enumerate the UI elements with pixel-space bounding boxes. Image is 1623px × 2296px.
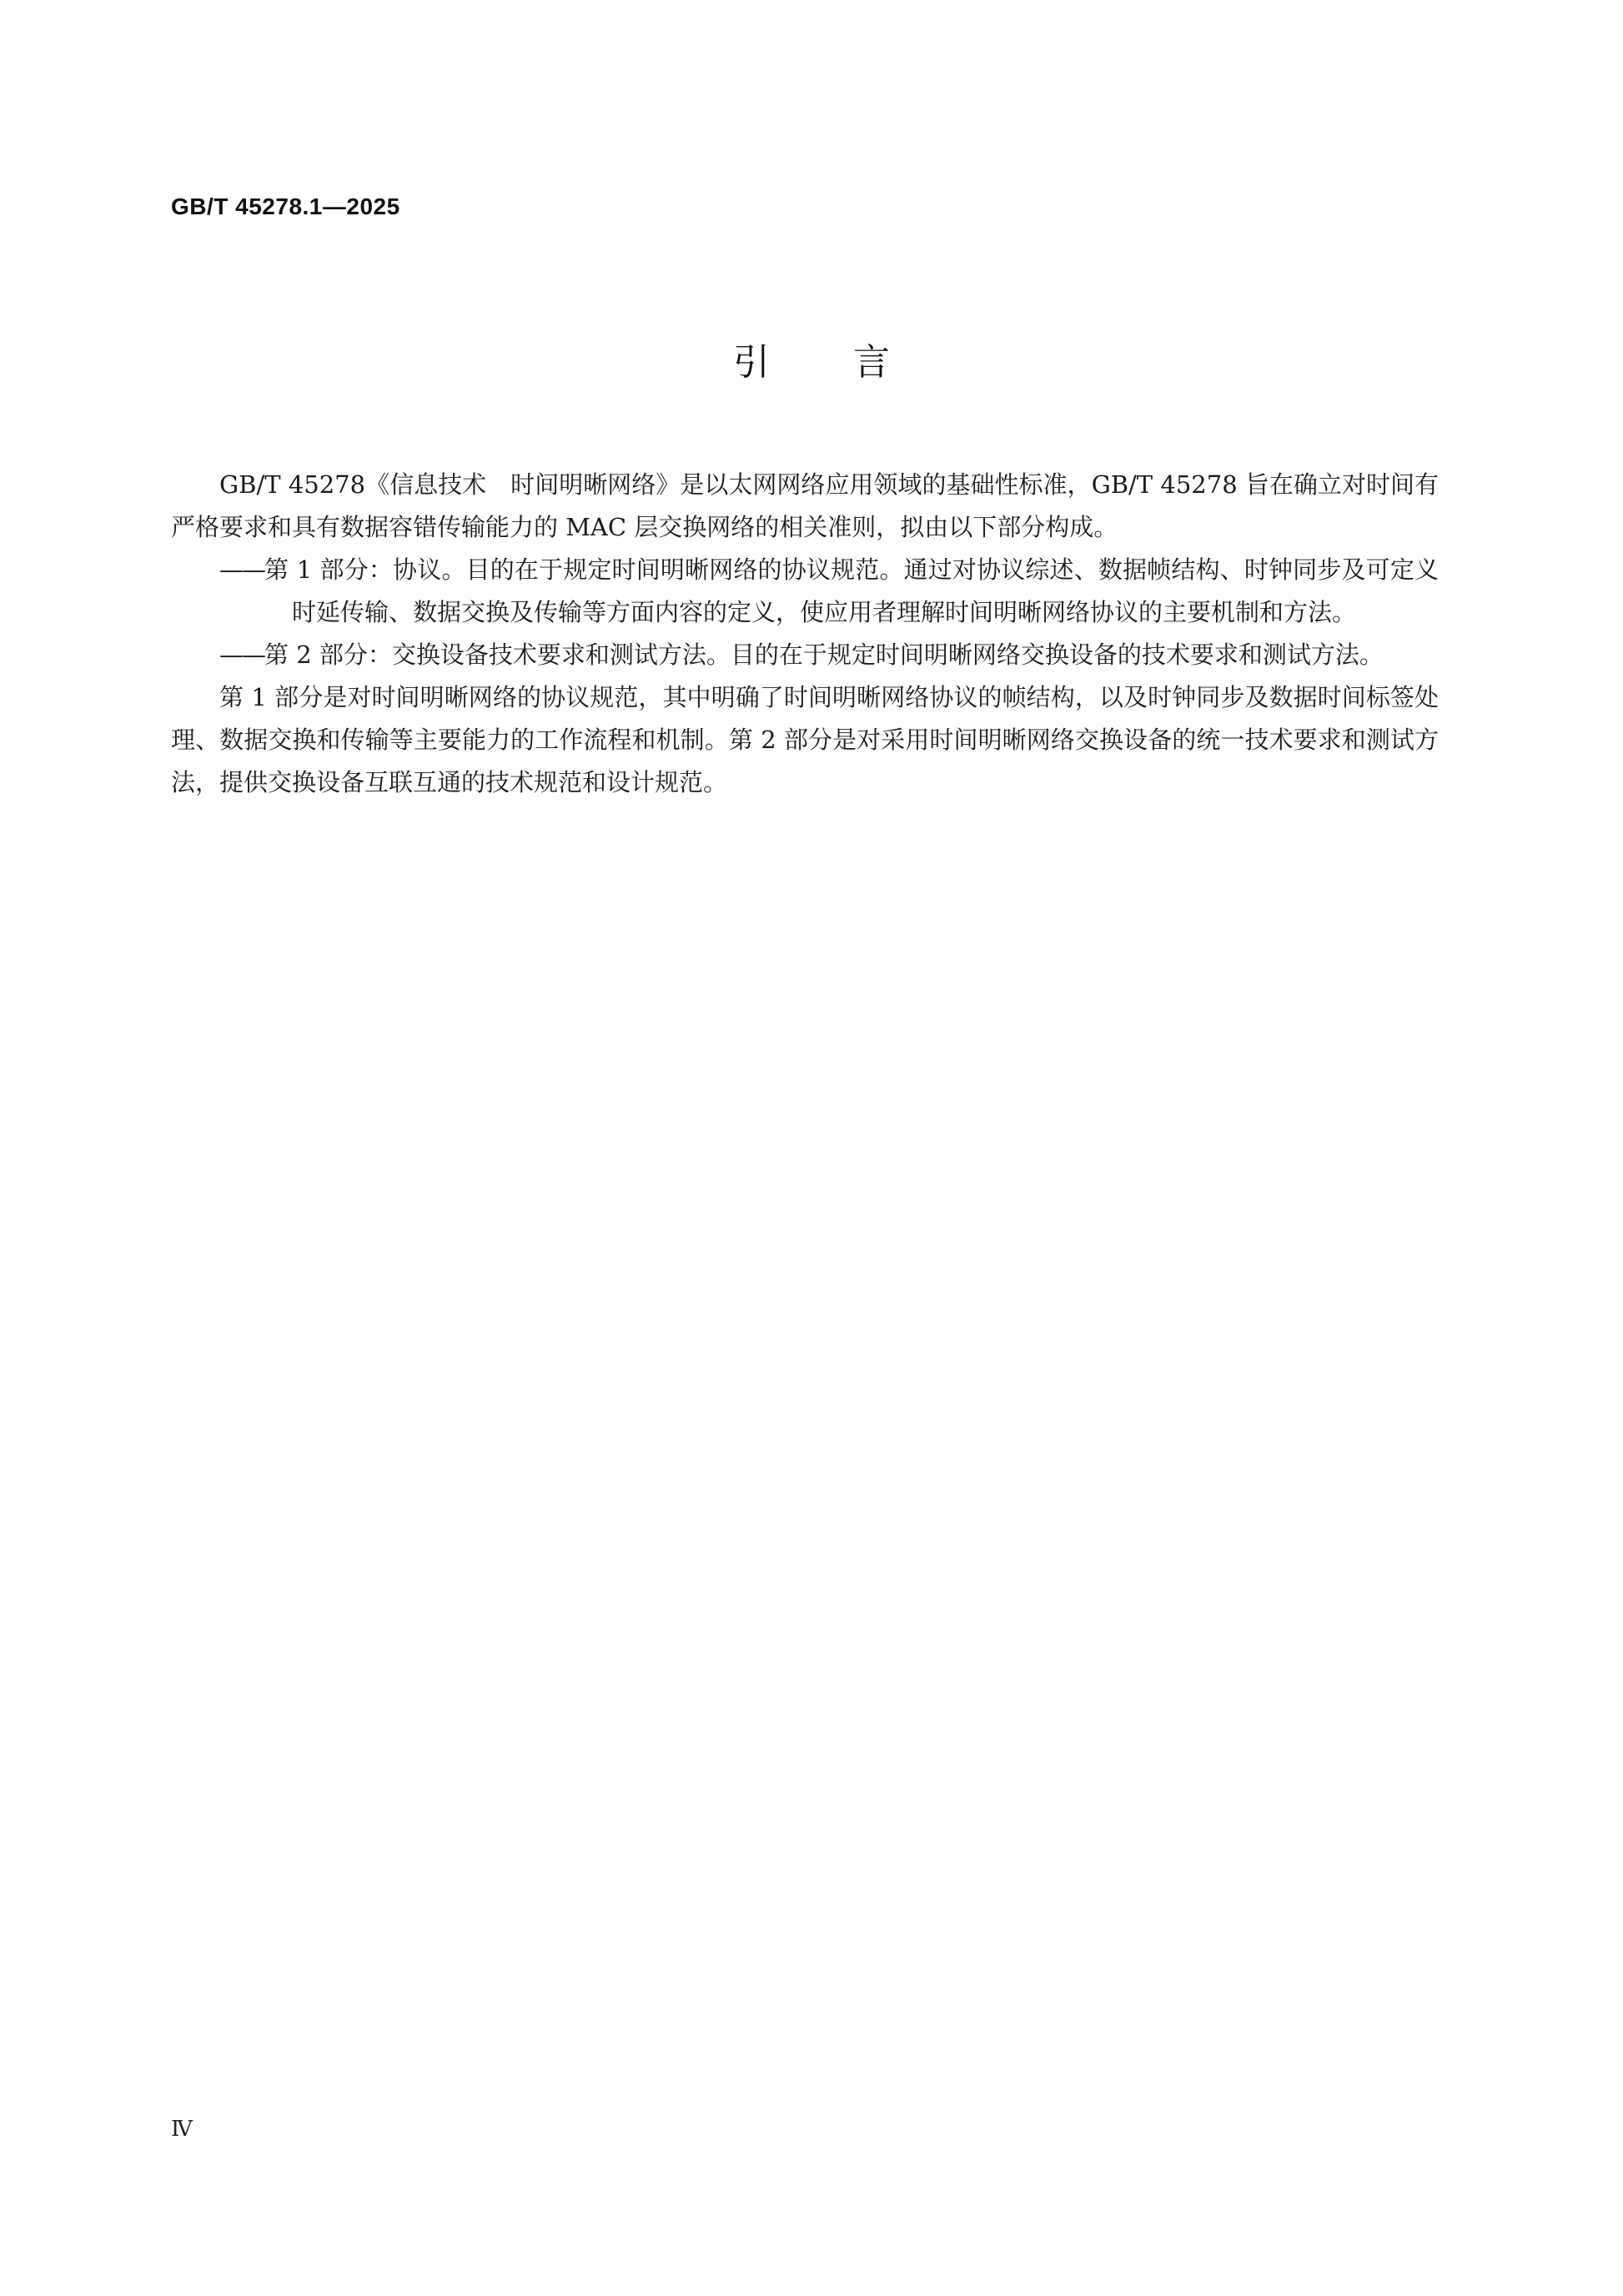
- list-item-part-1: [171, 549, 1439, 634]
- intro-paragraph-2: 第 1 部分是对时间明晰网络的协议规范，其中明确了时间明晰网络协议的帧结构，以及时钟同步及数据时间标签处理、数据交换和传输等主要能力的工作流程和机制。第 2 部分是对采用时间明晰网络交换设备的统一技术要求和测试方法，提供交换设备互联互通的技术规范和设计规范。: [171, 683, 1439, 796]
- section-title: 引言: [733, 341, 973, 384]
- page-number: Ⅳ: [171, 2117, 193, 2142]
- standard-code: GB/T 45278.1—2025: [171, 193, 400, 219]
- list-dash: ——: [219, 555, 264, 584]
- intro-paragraph-1: GB/T 45278《信息技术 时间明晰网络》是以太网网络应用领域的基础性标准，GB/T 45278 旨在确立对时间有严格要求和具有数据容错传输能力的 MAC 层交换网络的相关准则，拟由以下部分构成。: [171, 470, 1439, 541]
- list-item-text: 第 1 部分：协议。目的在于规定时间明晰网络的协议规范。通过对协议综述、数据帧结构、时钟同步及可定义时延传输、数据交换及传输等方面内容的定义，使应用者理解时间明晰网络协议的主要机制和方法。: [264, 555, 1439, 626]
- list-item-text: 第 2 部分：交换设备技术要求和测试方法。目的在于规定时间明晰网络交换设备的技术要求和测试方法。: [264, 641, 1384, 669]
- list-dash: ——: [219, 641, 264, 669]
- list-item-part-2: [171, 634, 1439, 676]
- introduction-body: [171, 464, 1439, 804]
